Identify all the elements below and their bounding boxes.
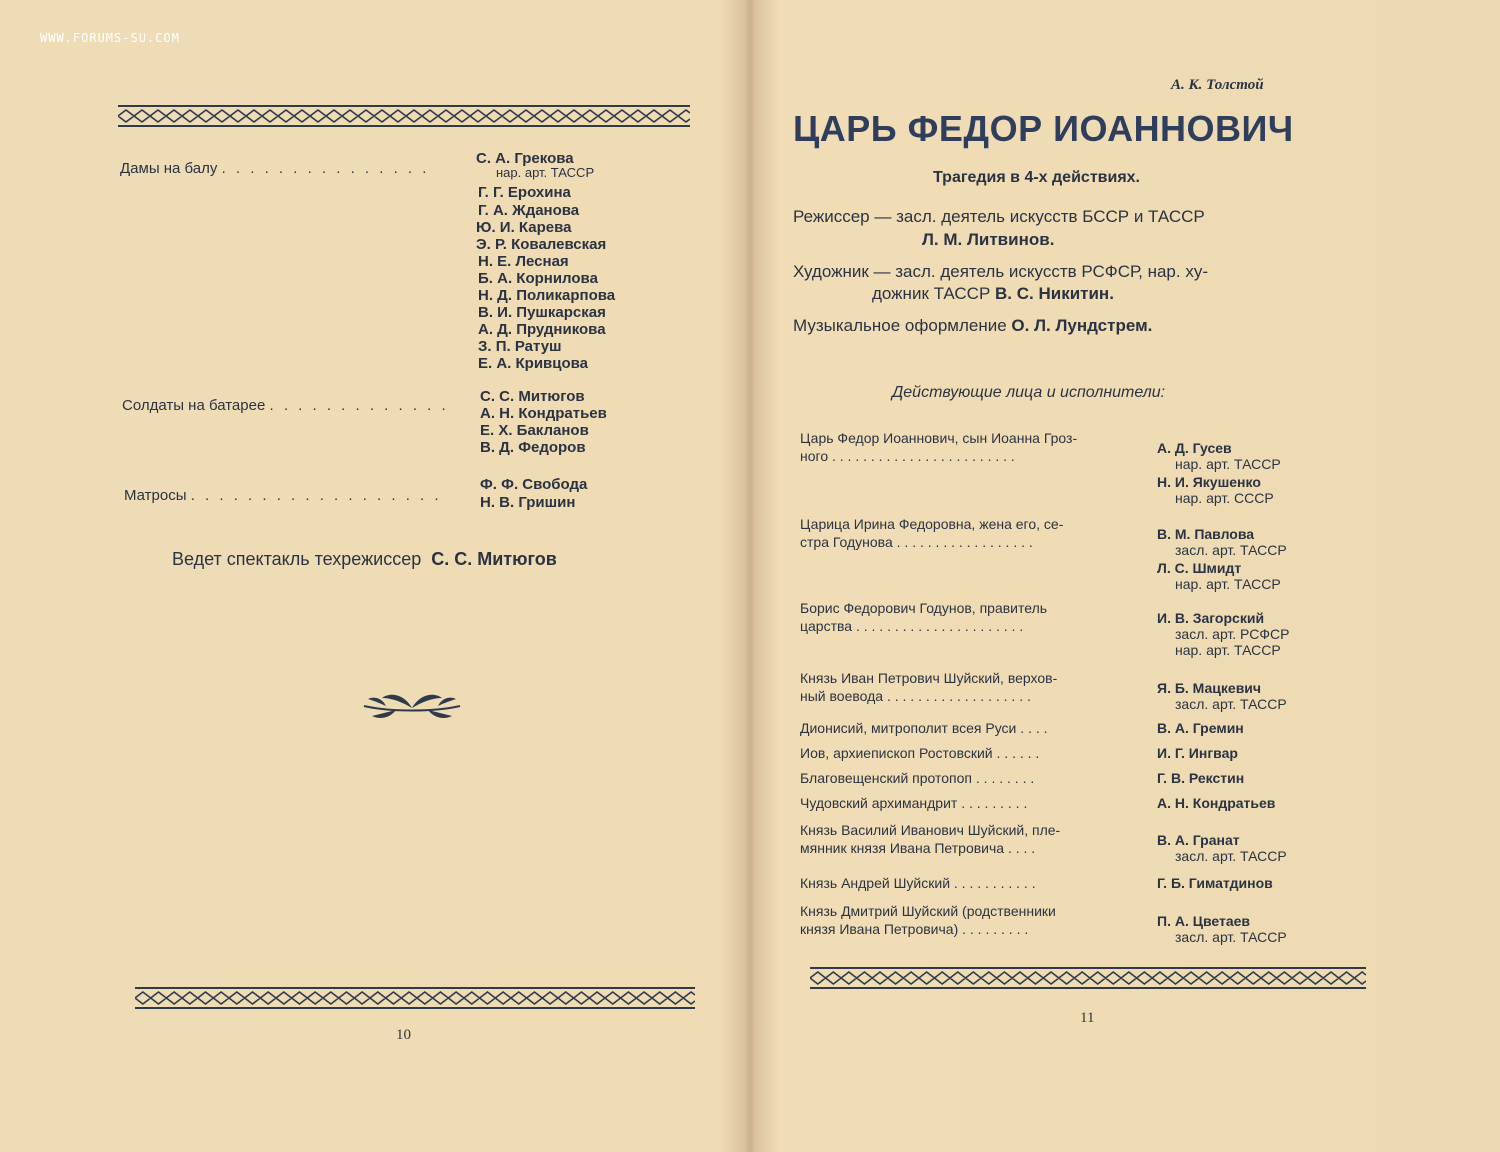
bottom-ornament-border (810, 965, 1366, 991)
actor-name: С. С. Митюгов (480, 388, 585, 405)
cast-actor-name: И. В. Загорский (1157, 610, 1265, 626)
cast-actor-name: Л. С. Шмидт (1157, 560, 1242, 576)
cast-actor-title: засл. арт. ТАССР (1175, 848, 1287, 864)
director-line: Режиссер — засл. деятель искусств БССР и ТАССР (793, 207, 1205, 226)
cast-role-line: Чудовский архимандрит . . . . . . . . . (800, 795, 1028, 811)
cast-role-line: стра Годунова . . . . . . . . . . . . . . . . . . (800, 534, 1033, 550)
role-label: Дамы на балу . . . . . . . . . . . . . . . (120, 160, 430, 177)
actor-name: З. П. Ратуш (478, 338, 562, 355)
actor-title: нар. арт. ТАССР (496, 165, 595, 180)
cast-actor-name: В. А. Гранат (1157, 832, 1240, 848)
cast-actor-name: Я. Б. Мацкевич (1157, 680, 1262, 696)
music-line: Музыкальное оформление О. Л. Лундстрем. (793, 316, 1153, 335)
top-ornament-border (118, 103, 690, 129)
actor-name: Н. Д. Поликарпова (478, 287, 616, 304)
cast-role-line: царства . . . . . . . . . . . . . . . . . . . . . . (800, 618, 1024, 634)
page-number: 10 (396, 1027, 411, 1043)
cast-role-line: Дионисий, митрополит всея Руси . . . . (800, 720, 1048, 736)
actor-name: А. Д. Прудникова (478, 321, 606, 338)
cast-actor-title: засл. арт. РСФСР (1175, 626, 1290, 642)
actor-name: Э. Р. Ковалевская (476, 236, 607, 253)
cast-heading: Действующие лица и исполнители: (892, 384, 1166, 401)
cast-role-line: князя Ивана Петровича) . . . . . . . . . (800, 921, 1029, 937)
actor-name: Ю. И. Карева (476, 219, 572, 236)
role-label: Матросы . . . . . . . . . . . . . . . . . . (124, 487, 442, 504)
laurel-ornament-icon (360, 688, 464, 724)
cast-actor-name: А. Д. Гусев (1157, 440, 1232, 456)
right-page (752, 0, 1500, 1152)
actor-name: Г. А. Жданова (478, 202, 580, 219)
cast-role-line: Князь Андрей Шуйский . . . . . . . . . . . (800, 875, 1036, 891)
actor-name: Н. Е. Лесная (478, 253, 569, 270)
artist-line-2: дожник ТАССР В. С. Никитин. (872, 284, 1114, 303)
actor-name: Г. Г. Ерохина (478, 184, 571, 201)
cast-actor-title: засл. арт. ТАССР (1175, 929, 1287, 945)
watermark: WWW.FORUMS-SU.COM (40, 31, 180, 45)
cast-role-line: ного . . . . . . . . . . . . . . . . . . . . . . . . (800, 448, 1015, 464)
stage-manager-line: Ведет спектакль техрежиссер С. С. Митюгов (172, 549, 557, 569)
cast-role-line: Князь Василий Иванович Шуйский, пле- (800, 822, 1061, 838)
actor-name: В. И. Пушкарская (478, 304, 606, 321)
cast-actor-name: Г. В. Рекстин (1157, 770, 1245, 786)
cast-actor-title: засл. арт. ТАССР (1175, 542, 1287, 558)
cast-actor-name: А. Н. Кондратьев (1157, 795, 1276, 811)
actor-name: Ф. Ф. Свобода (480, 476, 588, 493)
actor-name: В. Д. Федоров (480, 439, 586, 456)
cast-role-line: Царица Ирина Федоровна, жена его, се- (800, 516, 1064, 532)
bottom-ornament-border (135, 985, 695, 1011)
cast-role-line: мянник князя Ивана Петровича . . . . (800, 840, 1036, 856)
cast-actor-title: нар. арт. СССР (1175, 490, 1274, 506)
cast-actor-name: В. А. Гремин (1157, 720, 1244, 736)
cast-role-line: ный воевода . . . . . . . . . . . . . . . . . . . (800, 688, 1031, 704)
cast-role-line: Царь Федор Иоаннович, сын Иоанна Гроз- (800, 430, 1078, 446)
director-name: Л. М. Литвинов. (922, 230, 1055, 249)
left-page (0, 0, 748, 1152)
cast-actor-title: нар. арт. ТАССР (1175, 642, 1281, 658)
actor-name: С. А. Грекова (476, 150, 574, 167)
page-number: 11 (1080, 1010, 1095, 1026)
cast-role-line: Иов, архиепископ Ростовский . . . . . . (800, 745, 1040, 761)
cast-actor-name: И. Г. Ингвар (1157, 745, 1238, 761)
actor-name: Е. Х. Бакланов (480, 422, 589, 439)
cast-actor-name: В. М. Павлова (1157, 526, 1255, 542)
cast-role-line: Благовещенский протопоп . . . . . . . . (800, 770, 1035, 786)
play-title: ЦАРЬ ФЕДОР ИОАННОВИЧ (793, 108, 1294, 149)
cast-actor-title: нар. арт. ТАССР (1175, 576, 1281, 592)
cast-actor-title: нар. арт. ТАССР (1175, 456, 1281, 472)
cast-role-line: Князь Дмитрий Шуйский (родственники (800, 903, 1056, 919)
actor-name: Е. А. Кривцова (478, 355, 589, 372)
author: А. К. Толстой (1171, 77, 1264, 93)
cast-actor-name: Г. Б. Гиматдинов (1157, 875, 1273, 891)
play-subtitle: Трагедия в 4-х действиях. (933, 169, 1140, 186)
artist-line: Художник — засл. деятель искусств РСФСР, нар. ху- (793, 262, 1208, 281)
cast-role-line: Борис Федорович Годунов, правитель (800, 600, 1048, 616)
cast-actor-name: Н. И. Якушенко (1157, 474, 1261, 490)
role-label: Солдаты на батарее . . . . . . . . . . . . . (122, 397, 449, 414)
cast-role-line: Князь Иван Петрович Шуйский, верхов- (800, 670, 1058, 686)
actor-name: Н. В. Гришин (480, 494, 576, 511)
actor-name: Б. А. Корнилова (478, 270, 598, 287)
cast-actor-name: П. А. Цветаев (1157, 913, 1251, 929)
actor-name: А. Н. Кондратьев (480, 405, 607, 422)
cast-actor-title: засл. арт. ТАССР (1175, 696, 1287, 712)
